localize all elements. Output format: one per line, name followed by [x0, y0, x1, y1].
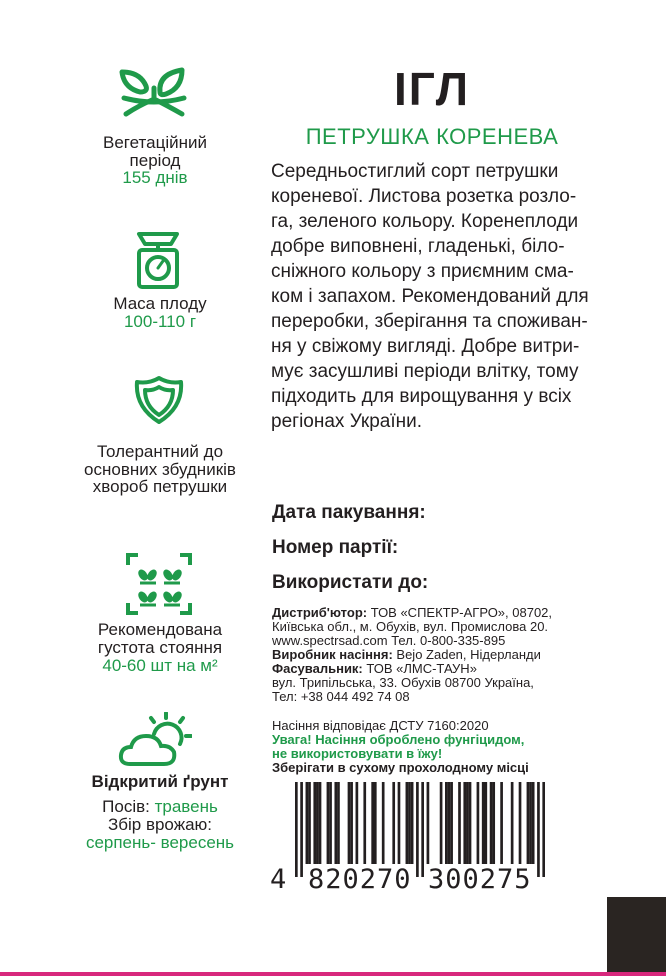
producer-line — [272, 648, 602, 662]
barcode-bar — [482, 782, 485, 864]
barcode-bar — [348, 782, 351, 864]
standard-note: Насіння відповідає ДСТУ 7160:2020 — [272, 718, 489, 733]
barcode-bar — [406, 782, 409, 864]
description-line: регіонах України. — [271, 411, 423, 432]
harvest-value: серпень- вересень — [85, 833, 235, 852]
sow-label: Посів: — [102, 797, 150, 816]
barcode-bar — [463, 782, 466, 864]
batch-number-label: Номер партії: — [272, 537, 399, 558]
packing-date-label: Дата пакування: — [272, 502, 426, 523]
corner-block — [607, 897, 666, 976]
barcode-bar — [329, 782, 332, 864]
barcode-bar — [319, 782, 322, 864]
description-line: кореневої. Листова розетка розло- — [271, 186, 577, 207]
barcode-bar — [363, 782, 366, 864]
barcode-bar — [511, 782, 514, 864]
barcode-bar — [458, 782, 461, 864]
storage-note: Зберігати в сухому прохолодному місці — [272, 760, 529, 775]
mass-label: Маса плоду — [113, 294, 207, 313]
packer-address: вул. Трипільська, 33. Обухів 08700 Україна, — [272, 675, 534, 690]
packer-phone: Тел: +38 044 492 74 08 — [272, 689, 410, 704]
barcode-bar — [421, 782, 424, 877]
product-description — [271, 159, 611, 434]
barcode-bar — [440, 782, 443, 864]
barcode-bar — [445, 782, 448, 864]
warning-line-1: Увага! Насіння оброблено фунгіцидом, — [272, 732, 525, 747]
distributor-address: Київська обл., м. Обухів, вул. Промислова 20. — [272, 619, 549, 634]
barcode-bar — [542, 782, 545, 877]
tolerance-label-3: хвороб петрушки — [92, 477, 228, 496]
sun-cloud-icon — [118, 712, 192, 768]
harvest-label: Збір врожаю: — [107, 815, 212, 834]
description-line: переробки, зберігання та споживан- — [271, 311, 588, 332]
barcode-bar — [427, 782, 430, 864]
description-line: мує засушливі періоди влітку, тому — [271, 361, 579, 382]
barcode-bar — [500, 782, 503, 864]
barcode-bar — [371, 782, 374, 864]
bottom-edge-line — [0, 972, 666, 976]
barcode-bar — [306, 782, 309, 864]
barcode-bar — [529, 782, 532, 864]
barcode-bar — [492, 782, 495, 864]
barcode-bar — [382, 782, 385, 864]
packer-label: Фасувальник: — [272, 661, 363, 676]
tolerance-label-2: основних збудників — [84, 460, 236, 479]
packer-text: ТОВ «ЛМС-ТАУН» — [362, 661, 477, 676]
producer-text: Bejo Zaden, Нідерланди — [392, 647, 541, 662]
distributor-line — [272, 606, 602, 620]
barcode-bar — [337, 782, 340, 864]
ground-label: Відкритий ґрунт — [91, 772, 229, 791]
barcode-bar — [519, 782, 522, 864]
distributor-contacts: www.spectrsad.com Тел. 0-800-335-895 — [272, 633, 506, 648]
barcode-bar — [374, 782, 377, 864]
mass-value: 100-110 г — [123, 312, 197, 331]
barcode-bar — [350, 782, 353, 864]
planting-grid-icon — [126, 553, 192, 615]
barcode-bar — [327, 782, 330, 864]
barcode-first-digit: 4 — [270, 864, 288, 895]
barcode-bar — [300, 782, 303, 877]
barcode-bar — [411, 782, 414, 864]
description-line: Середньостиглий сорт петрушки — [271, 161, 559, 182]
barcode-bar — [527, 782, 530, 864]
barcode-group-2: 300275 — [428, 864, 532, 895]
barcode-bar — [334, 782, 337, 864]
scale-icon — [135, 230, 181, 290]
barcode-bar — [308, 782, 311, 864]
barcode-bar — [469, 782, 472, 864]
barcode-bar — [448, 782, 451, 864]
sow-value: травень — [154, 797, 218, 816]
distributor-text: ТОВ «СПЕКТР-АГРО», 08702, — [367, 605, 553, 620]
density-label-2: густота стояння — [97, 638, 223, 657]
product-type: ПЕТРУШКА КОРЕНЕВА — [305, 124, 559, 149]
barcode-bar — [313, 782, 316, 864]
barcode-bar — [532, 782, 535, 864]
tolerance-label-1: Толерантний до — [96, 442, 224, 461]
description-line: ня у свіжому вигляді. Добре витри- — [271, 336, 580, 357]
vegetation-label-1: Вегетаційний — [103, 133, 207, 152]
barcode-bar — [490, 782, 493, 864]
barcode-group-1: 820270 — [308, 864, 412, 895]
density-value: 40-60 шт на м² — [102, 656, 218, 675]
barcode-bar — [477, 782, 480, 864]
barcode-bar — [316, 782, 319, 864]
barcode-bar — [356, 782, 359, 864]
barcode — [295, 782, 545, 877]
barcode-bar — [398, 782, 401, 864]
description-line: ком і запахом. Рекомендований для — [271, 286, 589, 307]
sow-row — [70, 797, 250, 817]
barcode-bar — [295, 782, 298, 877]
producer-label: Виробник насіння: — [272, 647, 393, 662]
vegetation-value: 155 днів — [122, 168, 188, 187]
shield-icon — [133, 375, 185, 425]
barcode-bar — [537, 782, 540, 877]
description-line: добре виповнені, гладенькі, біло- — [271, 236, 565, 257]
description-line: га, зеленого кольору. Коренеплоди — [271, 211, 579, 232]
barcode-bar — [466, 782, 469, 864]
product-title: ІГЛ — [394, 63, 470, 115]
barcode-bar — [408, 782, 411, 864]
company-info — [272, 606, 602, 704]
vegetation-label-2: період — [129, 151, 181, 170]
sprout-icon — [118, 66, 190, 124]
use-by-label: Використати до: — [272, 572, 429, 593]
distributor-label: Дистриб'ютор: — [272, 605, 368, 620]
barcode-bar — [392, 782, 395, 864]
density-label-1: Рекомендована — [97, 620, 223, 639]
barcode-bar — [416, 782, 419, 877]
barcode-bar — [450, 782, 453, 864]
barcode-bar — [484, 782, 487, 864]
warning-line-2: не використовувати в їжу! — [272, 746, 443, 761]
packer-line — [272, 662, 602, 676]
description-line: сніжного кольору з приємним сма- — [271, 261, 574, 282]
description-line: підходить для вирощування у всіх — [271, 386, 572, 407]
